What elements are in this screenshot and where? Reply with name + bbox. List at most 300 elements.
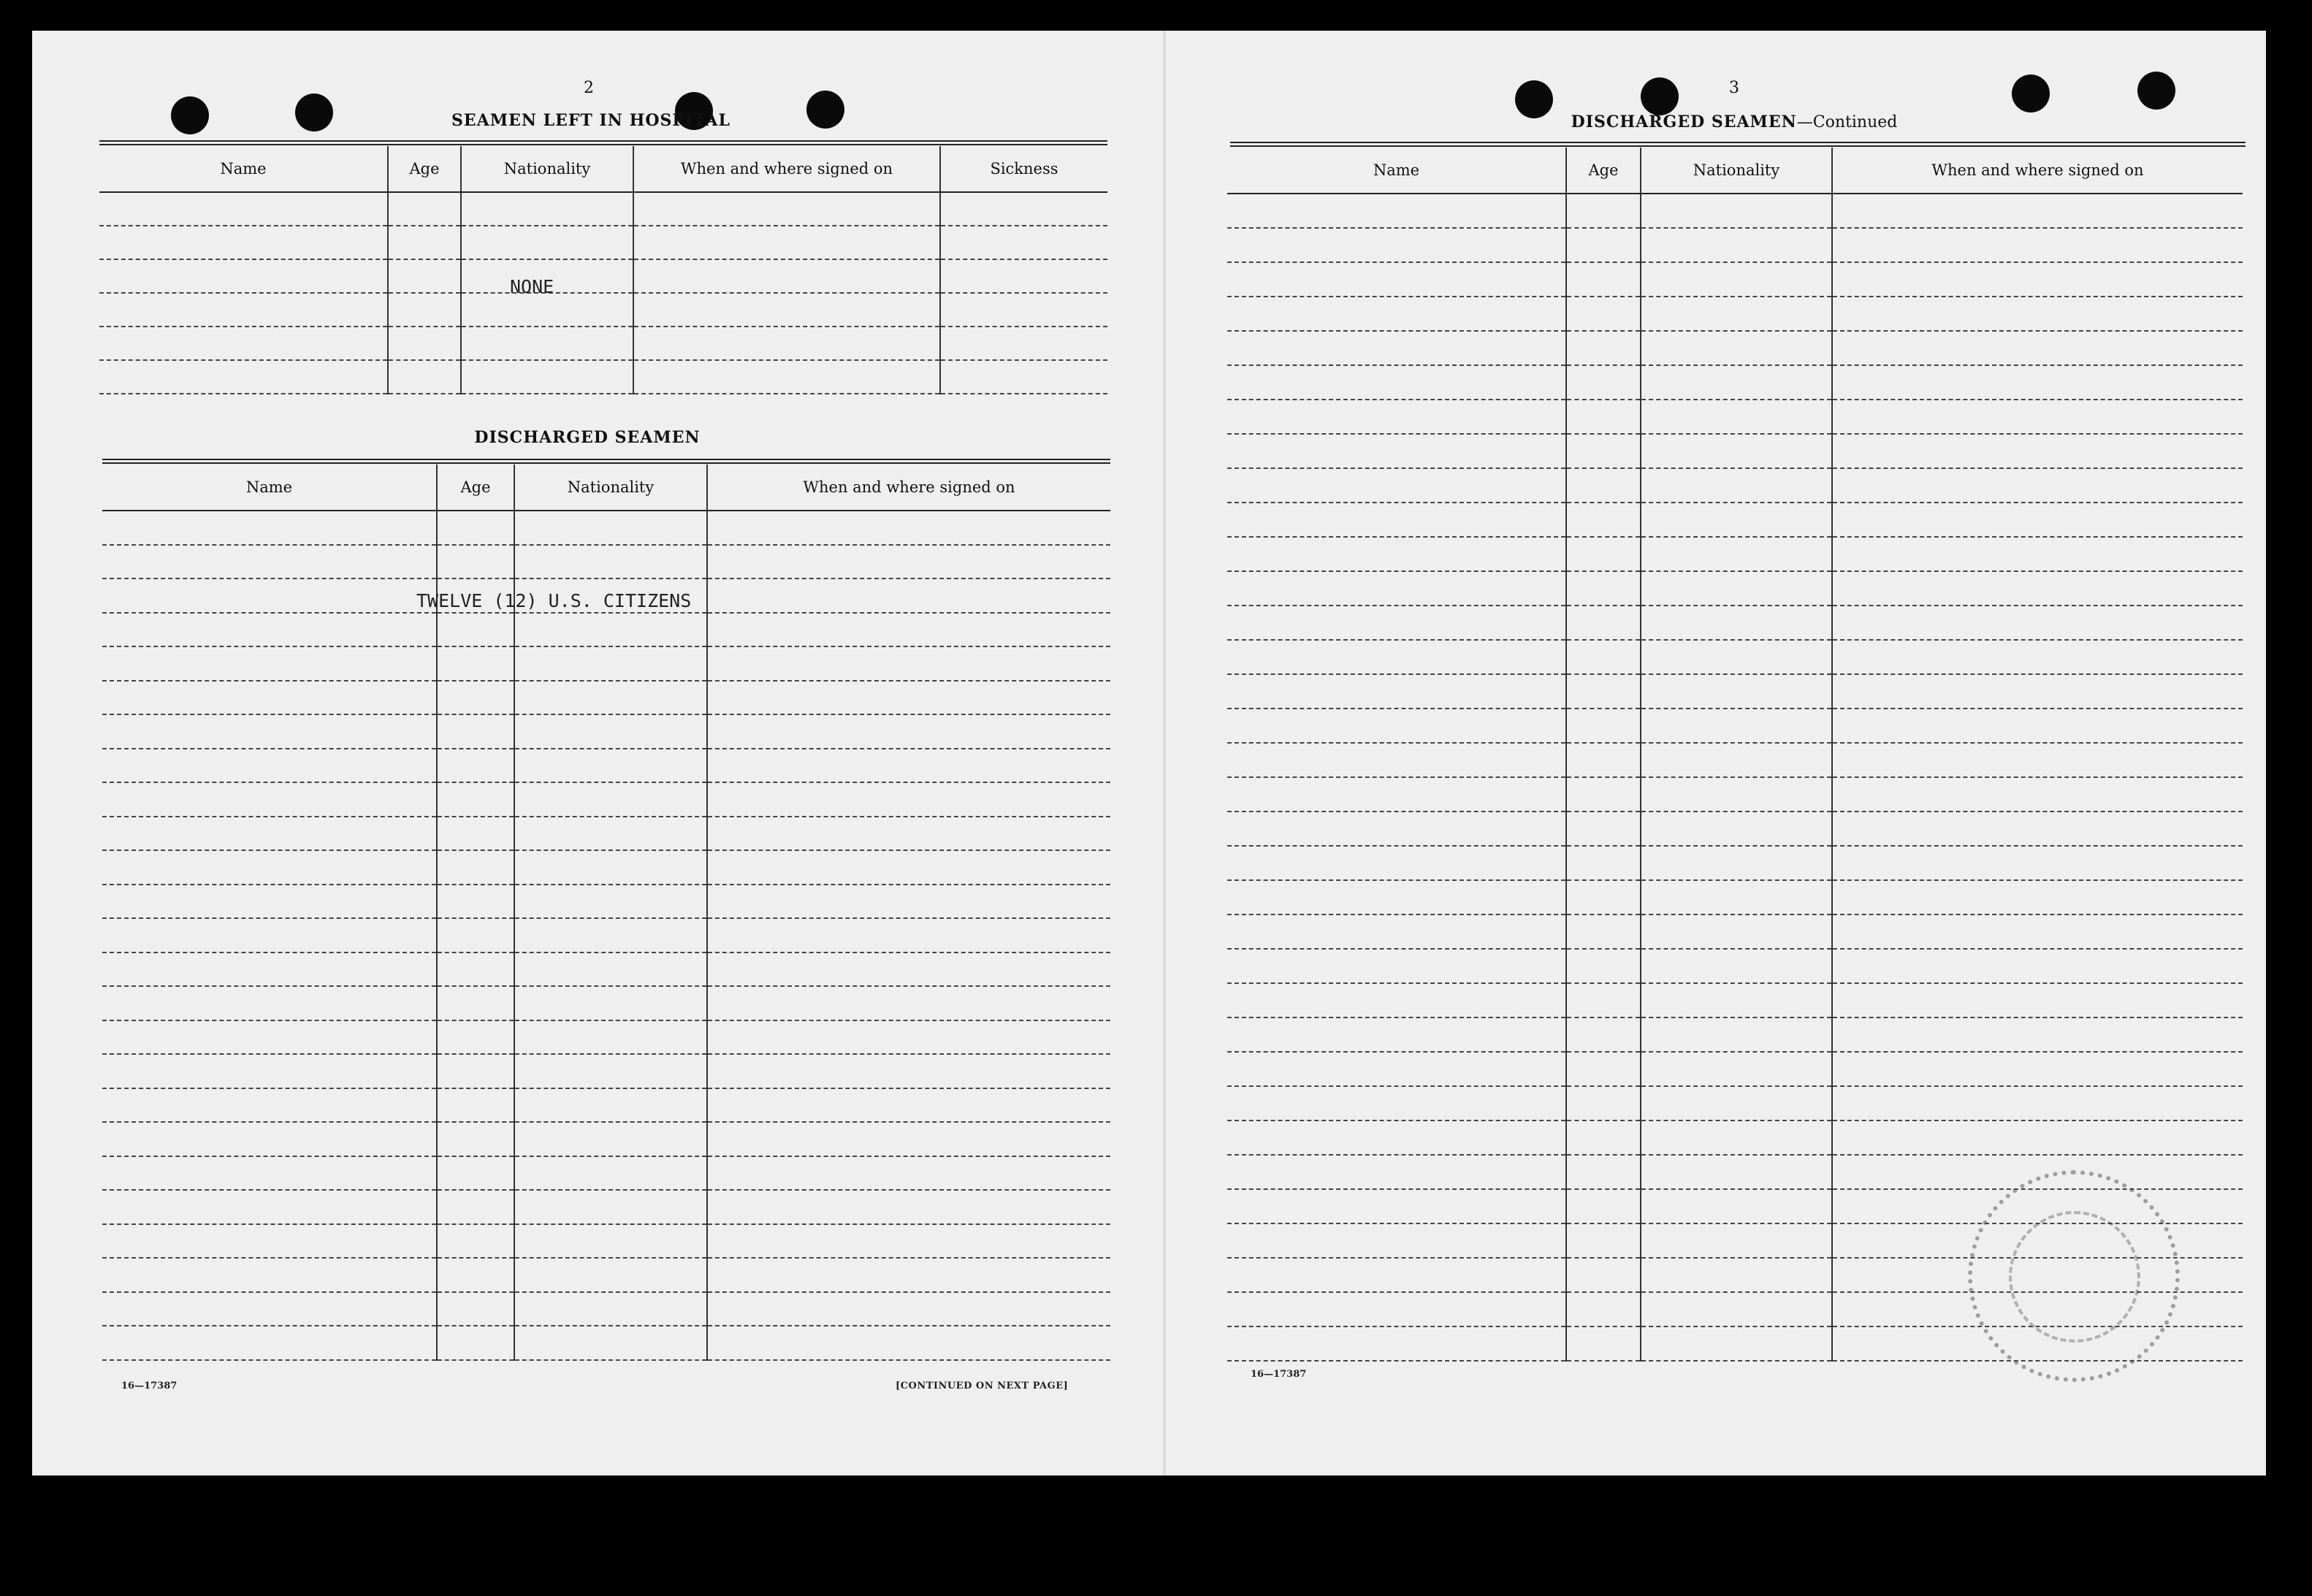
table-row bbox=[102, 714, 1110, 749]
table-row bbox=[102, 1020, 1110, 1055]
table-row bbox=[99, 259, 1107, 293]
table-cell bbox=[1832, 228, 2243, 262]
table-cell bbox=[1566, 674, 1641, 709]
table-cell bbox=[1227, 1086, 1566, 1120]
table-cell bbox=[99, 327, 388, 360]
table-cell bbox=[437, 1020, 514, 1055]
table-cell bbox=[1832, 262, 2243, 297]
table-row bbox=[102, 1224, 1110, 1259]
table-cell bbox=[1566, 468, 1641, 503]
table-cell bbox=[514, 918, 707, 952]
table-cell bbox=[102, 918, 437, 952]
table-cell bbox=[1227, 537, 1566, 571]
table-cell bbox=[514, 646, 707, 681]
table-cell bbox=[1227, 709, 1566, 743]
table-cell bbox=[1227, 983, 1566, 1017]
table-cell bbox=[1566, 743, 1641, 777]
table-row bbox=[102, 613, 1110, 647]
table-cell bbox=[707, 714, 1110, 749]
table-cell bbox=[1641, 777, 1832, 812]
table-cell bbox=[1641, 983, 1832, 1017]
circular-stamp bbox=[1968, 1170, 2180, 1382]
table-row bbox=[1227, 674, 2243, 709]
table-cell bbox=[1566, 846, 1641, 880]
document-sheet bbox=[32, 31, 2266, 1475]
table-row bbox=[1227, 812, 2243, 846]
table-cell bbox=[514, 613, 707, 647]
table-cell bbox=[1832, 640, 2243, 674]
table-cell bbox=[1641, 537, 1832, 571]
table-cell bbox=[1566, 571, 1641, 606]
table-row bbox=[102, 850, 1110, 885]
title-suffix: —Continued bbox=[1796, 113, 1898, 131]
table-cell bbox=[437, 1122, 514, 1156]
table-cell bbox=[940, 259, 1107, 293]
table-cell bbox=[707, 749, 1110, 783]
table-cell bbox=[940, 226, 1107, 259]
table-cell bbox=[102, 681, 437, 715]
table-cell bbox=[1641, 606, 1832, 640]
table-cell bbox=[1641, 915, 1832, 949]
table-row bbox=[1227, 537, 2243, 571]
table-cell bbox=[102, 782, 437, 817]
table-cell bbox=[1641, 468, 1832, 503]
punch-hole bbox=[806, 91, 844, 129]
table-cell bbox=[437, 511, 514, 545]
double-rule bbox=[1230, 142, 2246, 147]
table-cell bbox=[1566, 983, 1641, 1017]
table-cell bbox=[1832, 1052, 2243, 1086]
table-cell bbox=[514, 511, 707, 545]
table-cell bbox=[437, 1258, 514, 1292]
table-cell bbox=[1641, 1120, 1832, 1155]
table-cell bbox=[1832, 606, 2243, 640]
table-row bbox=[102, 1258, 1110, 1292]
table-cell bbox=[102, 1088, 437, 1123]
table-cell bbox=[1832, 400, 2243, 434]
table-cell bbox=[1227, 674, 1566, 709]
table-cell bbox=[1641, 1258, 1832, 1292]
table-cell bbox=[1566, 1223, 1641, 1258]
table-cell bbox=[707, 1054, 1110, 1088]
column-header-nationality: Nationality bbox=[461, 146, 633, 192]
table-cell bbox=[102, 850, 437, 885]
table-row bbox=[102, 1156, 1110, 1191]
table-row bbox=[102, 1122, 1110, 1156]
table-cell bbox=[1641, 880, 1832, 915]
table-row bbox=[1227, 1120, 2243, 1155]
table-cell bbox=[1832, 537, 2243, 571]
table-cell bbox=[437, 817, 514, 851]
table-cell bbox=[1641, 503, 1832, 537]
table-cell bbox=[514, 1088, 707, 1123]
table-cell bbox=[633, 192, 940, 226]
table-cell bbox=[707, 545, 1110, 579]
table-cell bbox=[437, 952, 514, 987]
table-cell bbox=[1566, 400, 1641, 434]
table-cell bbox=[99, 259, 388, 293]
table-row bbox=[102, 681, 1110, 715]
table-cell bbox=[1641, 1326, 1832, 1361]
table-cell bbox=[1227, 777, 1566, 812]
table-cell bbox=[1566, 1326, 1641, 1361]
table-cell bbox=[633, 360, 940, 394]
table-cell bbox=[102, 1190, 437, 1224]
table-row bbox=[102, 1190, 1110, 1224]
table-row bbox=[1227, 743, 2243, 777]
table-cell bbox=[1641, 1189, 1832, 1223]
table-cell bbox=[102, 1020, 437, 1055]
table-cell bbox=[514, 1292, 707, 1326]
table-row bbox=[1227, 297, 2243, 331]
title-main: DISCHARGED SEAMEN bbox=[1571, 112, 1797, 131]
table-cell bbox=[1227, 331, 1566, 365]
table-row bbox=[1227, 194, 2243, 228]
column-header-age: Age bbox=[437, 465, 514, 511]
table-row bbox=[1227, 262, 2243, 297]
table-cell bbox=[437, 646, 514, 681]
hospital-typed-entry: NONE bbox=[510, 276, 554, 297]
table-cell bbox=[461, 293, 633, 327]
table-row bbox=[102, 1054, 1110, 1088]
table-cell bbox=[1641, 949, 1832, 983]
table-cell bbox=[514, 545, 707, 579]
table-cell bbox=[1227, 846, 1566, 880]
table-cell bbox=[1566, 297, 1641, 331]
table-cell bbox=[707, 1258, 1110, 1292]
table-cell bbox=[1227, 297, 1566, 331]
table-cell bbox=[388, 226, 461, 259]
table-cell bbox=[1832, 468, 2243, 503]
table-cell bbox=[388, 293, 461, 327]
table-row bbox=[1227, 846, 2243, 880]
table-cell bbox=[102, 885, 437, 919]
table-cell bbox=[1641, 640, 1832, 674]
continued-note: [CONTINUED ON NEXT PAGE] bbox=[896, 1381, 1069, 1391]
table-cell bbox=[1566, 1155, 1641, 1189]
table-cell bbox=[102, 952, 437, 987]
table-cell bbox=[1641, 262, 1832, 297]
table-cell bbox=[707, 613, 1110, 647]
table-cell bbox=[707, 1088, 1110, 1123]
hospital-section-title: SEAMEN LEFT IN HOSPITAL bbox=[451, 111, 730, 130]
table-cell bbox=[1566, 777, 1641, 812]
table-cell bbox=[1832, 674, 2243, 709]
table-cell bbox=[102, 714, 437, 749]
table-cell bbox=[1227, 640, 1566, 674]
table-cell bbox=[388, 327, 461, 360]
punch-hole bbox=[2137, 72, 2175, 110]
table-row bbox=[1227, 709, 2243, 743]
table-cell bbox=[940, 327, 1107, 360]
table-cell bbox=[461, 192, 633, 226]
table-row bbox=[1227, 400, 2243, 434]
table-cell bbox=[461, 360, 633, 394]
table-cell bbox=[1641, 709, 1832, 743]
table-cell bbox=[99, 226, 388, 259]
discharged-section-title: DISCHARGED SEAMEN bbox=[474, 428, 701, 447]
table-cell bbox=[1566, 1292, 1641, 1326]
column-header-name: Name bbox=[1227, 148, 1566, 194]
punch-hole bbox=[1515, 80, 1553, 118]
table-cell bbox=[1832, 365, 2243, 400]
table-row bbox=[102, 511, 1110, 545]
table-cell bbox=[514, 714, 707, 749]
table-cell bbox=[1566, 434, 1641, 468]
table-cell bbox=[1566, 1120, 1641, 1155]
table-row bbox=[1227, 983, 2243, 1017]
table-cell bbox=[1641, 331, 1832, 365]
form-number: 16—17387 bbox=[1251, 1369, 1307, 1380]
table-cell bbox=[1566, 709, 1641, 743]
table-row bbox=[99, 293, 1107, 327]
table-cell bbox=[514, 1156, 707, 1191]
punch-hole bbox=[171, 96, 209, 134]
table-cell bbox=[102, 511, 437, 545]
table-cell bbox=[707, 579, 1110, 613]
table-cell bbox=[102, 613, 437, 647]
table-cell bbox=[1227, 606, 1566, 640]
table-cell bbox=[1641, 194, 1832, 228]
table-header-row bbox=[1227, 148, 2243, 194]
table-row bbox=[1227, 1017, 2243, 1052]
table-cell bbox=[1641, 297, 1832, 331]
table-cell bbox=[1832, 880, 2243, 915]
table-cell bbox=[1641, 1223, 1832, 1258]
table-cell bbox=[1832, 915, 2243, 949]
table-cell bbox=[437, 681, 514, 715]
table-cell bbox=[437, 885, 514, 919]
table-cell bbox=[461, 226, 633, 259]
table-cell bbox=[633, 293, 940, 327]
table-cell bbox=[1832, 846, 2243, 880]
table-cell bbox=[102, 545, 437, 579]
column-header-nationality: Nationality bbox=[1641, 148, 1832, 194]
table-cell bbox=[1832, 777, 2243, 812]
table-cell bbox=[633, 226, 940, 259]
table-cell bbox=[102, 1292, 437, 1326]
page-number: 3 bbox=[1729, 79, 1739, 97]
table-cell bbox=[707, 1156, 1110, 1191]
table-cell bbox=[437, 1088, 514, 1123]
table-cell bbox=[1641, 846, 1832, 880]
table-cell bbox=[707, 1122, 1110, 1156]
table-row bbox=[102, 1088, 1110, 1123]
table-cell bbox=[1641, 228, 1832, 262]
table-cell bbox=[437, 545, 514, 579]
punch-hole bbox=[2012, 75, 2050, 112]
table-cell bbox=[514, 986, 707, 1020]
table-cell bbox=[1227, 880, 1566, 915]
table-row bbox=[1227, 228, 2243, 262]
table-cell bbox=[707, 1292, 1110, 1326]
table-cell bbox=[1641, 434, 1832, 468]
table-cell bbox=[1227, 1120, 1566, 1155]
table-row bbox=[1227, 915, 2243, 949]
table-cell bbox=[707, 918, 1110, 952]
table-cell bbox=[1566, 812, 1641, 846]
table-cell bbox=[1227, 571, 1566, 606]
table-row bbox=[102, 646, 1110, 681]
table-row bbox=[99, 327, 1107, 360]
table-cell bbox=[437, 714, 514, 749]
table-cell bbox=[1832, 503, 2243, 537]
table-cell bbox=[1566, 606, 1641, 640]
table-cell bbox=[1832, 194, 2243, 228]
table-cell bbox=[1227, 228, 1566, 262]
table-cell bbox=[1641, 571, 1832, 606]
table-cell bbox=[1566, 1258, 1641, 1292]
table-cell bbox=[388, 259, 461, 293]
table-cell bbox=[1566, 365, 1641, 400]
table-cell bbox=[1641, 1017, 1832, 1052]
table-cell bbox=[1641, 674, 1832, 709]
table-cell bbox=[1227, 1155, 1566, 1189]
table-row bbox=[102, 749, 1110, 783]
table-cell bbox=[514, 1020, 707, 1055]
discharged-typed-entry: TWELVE (12) U.S. CITIZENS bbox=[416, 590, 692, 611]
table-cell bbox=[437, 1292, 514, 1326]
table-cell bbox=[940, 192, 1107, 226]
table-cell bbox=[1832, 983, 2243, 1017]
table-cell bbox=[1566, 262, 1641, 297]
table-cell bbox=[1227, 262, 1566, 297]
table-cell bbox=[514, 1258, 707, 1292]
table-cell bbox=[1566, 640, 1641, 674]
table-row bbox=[1227, 434, 2243, 468]
table-cell bbox=[437, 918, 514, 952]
table-cell bbox=[514, 1224, 707, 1259]
table-cell bbox=[437, 1054, 514, 1088]
table-row bbox=[99, 226, 1107, 259]
table-cell bbox=[1641, 743, 1832, 777]
table-cell bbox=[461, 327, 633, 360]
table-cell bbox=[437, 1190, 514, 1224]
table-row bbox=[1227, 468, 2243, 503]
column-header-name: Name bbox=[102, 465, 437, 511]
table-cell bbox=[102, 1258, 437, 1292]
table-cell bbox=[1566, 915, 1641, 949]
column-header-age: Age bbox=[388, 146, 461, 192]
table-cell bbox=[1227, 1258, 1566, 1292]
table-cell bbox=[514, 952, 707, 987]
table-cell bbox=[514, 850, 707, 885]
table-cell bbox=[940, 360, 1107, 394]
table-row bbox=[102, 952, 1110, 987]
table-cell bbox=[707, 986, 1110, 1020]
page-fold bbox=[1163, 31, 1166, 1475]
table-cell bbox=[1832, 434, 2243, 468]
table-cell bbox=[1566, 228, 1641, 262]
table-cell bbox=[102, 749, 437, 783]
table-cell bbox=[940, 293, 1107, 327]
table-cell bbox=[1227, 1223, 1566, 1258]
table-cell bbox=[1566, 1017, 1641, 1052]
table-row bbox=[102, 817, 1110, 851]
table-cell bbox=[1566, 331, 1641, 365]
table-row bbox=[102, 885, 1110, 919]
table-cell bbox=[102, 579, 437, 613]
table-row bbox=[102, 545, 1110, 579]
table-cell bbox=[633, 327, 940, 360]
table-row bbox=[1227, 640, 2243, 674]
table-cell bbox=[437, 613, 514, 647]
table-row bbox=[102, 918, 1110, 952]
table-cell bbox=[1641, 365, 1832, 400]
table-cell bbox=[1566, 880, 1641, 915]
table-cell bbox=[1227, 1326, 1566, 1361]
table-cell bbox=[514, 1054, 707, 1088]
table-cell bbox=[707, 681, 1110, 715]
table-cell bbox=[514, 782, 707, 817]
table-cell bbox=[707, 817, 1110, 851]
table-cell bbox=[1227, 503, 1566, 537]
table-cell bbox=[1227, 1292, 1566, 1326]
table-cell bbox=[437, 782, 514, 817]
table-cell bbox=[99, 192, 388, 226]
table-cell bbox=[1227, 1017, 1566, 1052]
table-row bbox=[1227, 1086, 2243, 1120]
table-cell bbox=[1227, 468, 1566, 503]
table-row bbox=[102, 986, 1110, 1020]
column-header-signed-on: When and where signed on bbox=[633, 146, 940, 192]
table-cell bbox=[99, 360, 388, 394]
table-cell bbox=[633, 259, 940, 293]
table-row bbox=[102, 782, 1110, 817]
table-cell bbox=[437, 1224, 514, 1259]
table-header-row bbox=[102, 465, 1110, 511]
table-cell bbox=[437, 749, 514, 783]
table-cell bbox=[1832, 331, 2243, 365]
discharged-continued-title bbox=[1552, 112, 1917, 131]
table-cell bbox=[1566, 194, 1641, 228]
table-cell bbox=[1832, 1086, 2243, 1120]
table-cell bbox=[707, 1326, 1110, 1360]
table-cell bbox=[102, 1224, 437, 1259]
table-cell bbox=[102, 1156, 437, 1191]
table-cell bbox=[707, 511, 1110, 545]
table-cell bbox=[1566, 1189, 1641, 1223]
table-row bbox=[1227, 503, 2243, 537]
table-cell bbox=[102, 817, 437, 851]
table-cell bbox=[1566, 1052, 1641, 1086]
table-cell bbox=[707, 850, 1110, 885]
table-cell bbox=[514, 1326, 707, 1360]
double-rule bbox=[102, 459, 1110, 464]
table-cell bbox=[437, 1156, 514, 1191]
table-cell bbox=[1227, 743, 1566, 777]
table-cell bbox=[514, 1190, 707, 1224]
table-cell bbox=[514, 885, 707, 919]
table-cell bbox=[1227, 434, 1566, 468]
table-cell bbox=[514, 817, 707, 851]
table-row bbox=[1227, 365, 2243, 400]
table-row bbox=[1227, 571, 2243, 606]
table-cell bbox=[514, 749, 707, 783]
table-row bbox=[1227, 777, 2243, 812]
column-header-age: Age bbox=[1566, 148, 1641, 194]
table-cell bbox=[707, 1190, 1110, 1224]
table-cell bbox=[1227, 194, 1566, 228]
table-cell bbox=[102, 1122, 437, 1156]
double-rule bbox=[99, 140, 1107, 145]
table-row bbox=[99, 360, 1107, 394]
table-cell bbox=[707, 646, 1110, 681]
column-header-signed-on: When and where signed on bbox=[707, 465, 1110, 511]
table-cell bbox=[1227, 949, 1566, 983]
punch-hole bbox=[295, 93, 333, 131]
table-cell bbox=[1227, 365, 1566, 400]
